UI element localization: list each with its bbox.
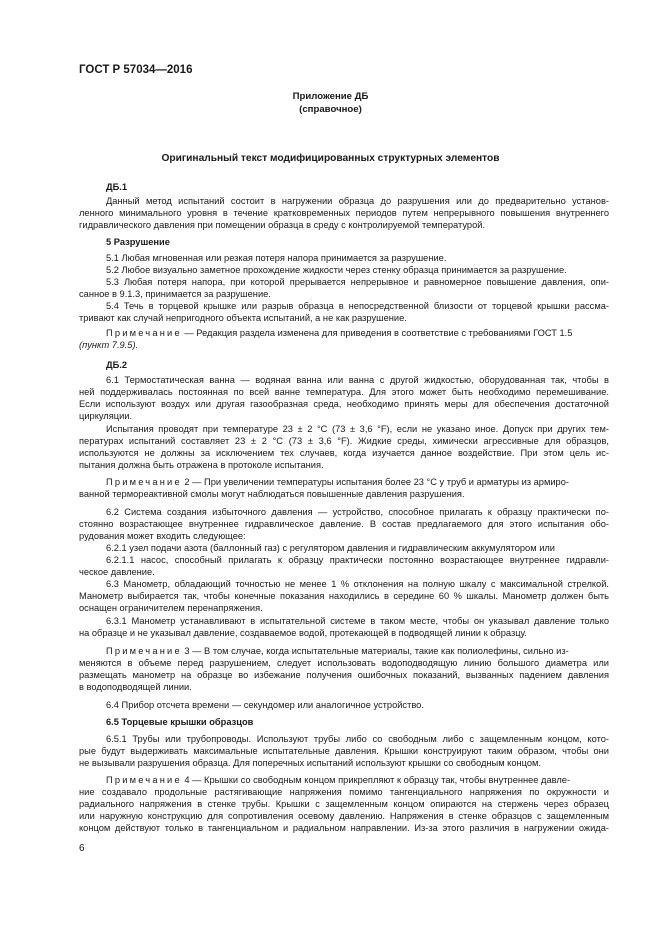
note-text: 3 — В том случае, когда испытательные материалы, такие как полиолефины, сильно из- bbox=[184, 646, 569, 656]
note-3-cont: размещать манометр на образце во избежание получения ошибочных показаний, вызванных падением давления bbox=[79, 670, 609, 680]
note-4 bbox=[106, 774, 609, 786]
note-3-cont: в водоподводящей линии. bbox=[79, 682, 192, 692]
paragraph-line: Манометр выбирается так, чтобы конечные показания находились в середине 60 % шкалы. Манометр должен быть bbox=[79, 591, 609, 601]
section-heading-db1: ДБ.1 bbox=[106, 182, 128, 192]
document-header: ГОСТ Р 57034—2016 bbox=[79, 64, 193, 76]
paragraph-line: пытания должна быть отражена в протоколе испытания. bbox=[79, 460, 324, 470]
paragraph-line: гидравлического давления при помещении образца в среду с контролируемой температурой. bbox=[79, 220, 486, 230]
paragraph-line: ней поддерживалась постоянная по всей ванне температура. Для этого может быть необходимо перемешивание. bbox=[79, 387, 609, 397]
note-4-cont: радиального напряжения в стенке трубы. Крышки с защемленным концом опираются на стержень через образец bbox=[79, 799, 609, 809]
note-4-cont: ние создавало продольные растягивающие напряжения помимо тангенциального напряжения по окружности и bbox=[79, 787, 609, 797]
note-2 bbox=[106, 476, 609, 488]
paragraph-line: 6.1 Термостатическая ванна — водяная ванна или ванна с другой жидкостью, оборудованная так, чтобы в bbox=[106, 375, 609, 385]
paragraph-line: ленного минимального уровня в течение кратковременных периодов путем непрерывного повышения внутреннего bbox=[79, 208, 609, 218]
note-3 bbox=[106, 645, 609, 657]
appendix-subtitle: (справочное) bbox=[299, 104, 362, 115]
paragraph-line: используются не должны за исключением тех случаев, когда изучается данное воздействие. При этом цель ис- bbox=[79, 448, 609, 458]
clause-6-4: 6.4 Прибор отсчета времени — секундомер или аналогичное устройство. bbox=[106, 700, 424, 710]
paragraph-line: не вызывали разрушения образца. Для поперечных испытаний используют крышки со свободным концом. bbox=[79, 758, 542, 768]
paragraph-line: Испытания проводят при температуре 23 ± 2 °С (73 ± 3,6 °F), если не указано иное. Допуск при других тем- bbox=[106, 424, 609, 434]
section-heading-db2: ДБ.2 bbox=[106, 360, 128, 370]
paragraph-line: пературах испытаний составляет 23 ± 2 °С (73 ± 3,6 °F). Жидкие среды, химически агрессивные для образцов, bbox=[79, 436, 609, 446]
main-title: Оригинальный текст модифицированных структурных элементов bbox=[161, 153, 500, 164]
paragraph-line: рудования может входить следующее: bbox=[79, 531, 246, 541]
note-2-cont: ванной термореактивной смолы могут наблюдаться повышенные давления разрушения. bbox=[79, 489, 465, 499]
clause-5-3-cont: санное в 9.1.3, принимается за разрушение. bbox=[79, 289, 271, 299]
appendix-title: Приложение ДБ bbox=[292, 91, 369, 102]
note-1 bbox=[106, 327, 609, 339]
note-3-cont: меняются в объеме перед разрушением, следует использовать водоподводящую линию большого диаметра или bbox=[79, 658, 609, 668]
note-reference: (пункт 7.9.5). bbox=[79, 340, 139, 350]
note-text: 4 — Крышки со свободным концом прикрепляют к образцу так, чтобы внутреннее давле- bbox=[184, 775, 571, 785]
note-text: 2 — При увеличении температуры испытания более 23 °С у труб и арматуры из армиро- bbox=[184, 477, 569, 487]
note-4-cont: или наружную конструкцию для сопротивления осевому давлению. Напряжения в стенке образцов с защемленным bbox=[79, 811, 609, 821]
clause-6-2-1-1-cont: ческое давление. bbox=[79, 567, 155, 577]
clause-6-2-1: 6.2.1 узел подачи азота (баллонный газ) с регулятором давления и гидравлическим аккумулятором или bbox=[106, 543, 556, 553]
clause-6-2-1-1: 6.2.1.1 насос, способный прилагать к образцу практически постоянно возрастающее внутреннее гидравли- bbox=[106, 555, 609, 565]
clause-5-2: 5.2 Любое визуально заметное прохождение жидкости через стенку образца принимается за разрушение. bbox=[106, 265, 567, 275]
paragraph-line: оснащен ограничителем перенапряжения. bbox=[79, 603, 263, 613]
note-label: Примечание bbox=[106, 775, 182, 785]
clause-6-3-1-cont: на образце и не указывал давление, создаваемое водой, протекающей в подводящей линии к образцу. bbox=[79, 628, 527, 638]
note-text: — Редакция раздела изменена для приведения в соответствие с требованиями ГОСТ 1.5 bbox=[184, 328, 573, 338]
note-4-cont: концом действуют только в тангенциальном и радиальном направлении. Из-за этого различия в нагружении ожида- bbox=[79, 823, 609, 833]
paragraph-line: Данный метод испытаний состоит в нагружении образца до разрушения или до предварительно установ- bbox=[106, 196, 609, 206]
paragraph-line: Если используют воздух или другая газообразная среда, необходимо принять меры для обеспечения достаточной bbox=[79, 399, 609, 409]
clause-5-1: 5.1 Любая мгновенная или резкая потеря напора принимается за разрушение. bbox=[106, 253, 447, 263]
clause-5-4: 5.4 Течь в торцевой крышке или разрыв образца в непосредственной близости от торцевой крышки рассма- bbox=[106, 301, 609, 311]
note-1-cont bbox=[79, 339, 609, 351]
paragraph-line: 6.2 Система создания избыточного давления — устройство, способное прилагать к образцу практически по- bbox=[106, 507, 609, 517]
paragraph-line: циркуляции. bbox=[79, 411, 133, 421]
paragraph-line: стоянно возрастающее внутреннее гидравлическое давление. В состав предлагаемого для этого испытания обо- bbox=[79, 519, 609, 529]
section-heading-5: 5 Разрушение bbox=[106, 237, 170, 247]
paragraph-line: 6.5.1 Трубы или трубопроводы. Используют трубы либо со свободным либо с защемленным концом, кото- bbox=[106, 734, 609, 744]
clause-5-3: 5.3 Любая потеря напора, при которой прерывается непрерывное и равномерное повышение давления, опи- bbox=[106, 277, 609, 287]
section-heading-6-5: 6.5 Торцевые крышки образцов bbox=[106, 717, 254, 727]
page-number: 6 bbox=[79, 843, 85, 854]
clause-6-3-1: 6.3.1 Манометр устанавливают в испытательной системе в таком месте, чтобы он указывал давление только bbox=[106, 616, 609, 626]
note-label: Примечание bbox=[106, 646, 182, 656]
clause-5-4-cont: тривают как случай непригодного объекта испытаний, а не как разрушение. bbox=[79, 313, 407, 323]
note-label: Примечание bbox=[106, 328, 182, 338]
paragraph-line: рые будут выдерживать максимальные испытательные давления. Крышки конструируют таким образом, чтобы они bbox=[79, 746, 609, 756]
paragraph-line: 6.3 Манометр, обладающий точностью не менее 1 % отклонения на полную шкалу с максимальной стрелкой. bbox=[106, 579, 609, 589]
note-label: Примечание bbox=[106, 477, 182, 487]
